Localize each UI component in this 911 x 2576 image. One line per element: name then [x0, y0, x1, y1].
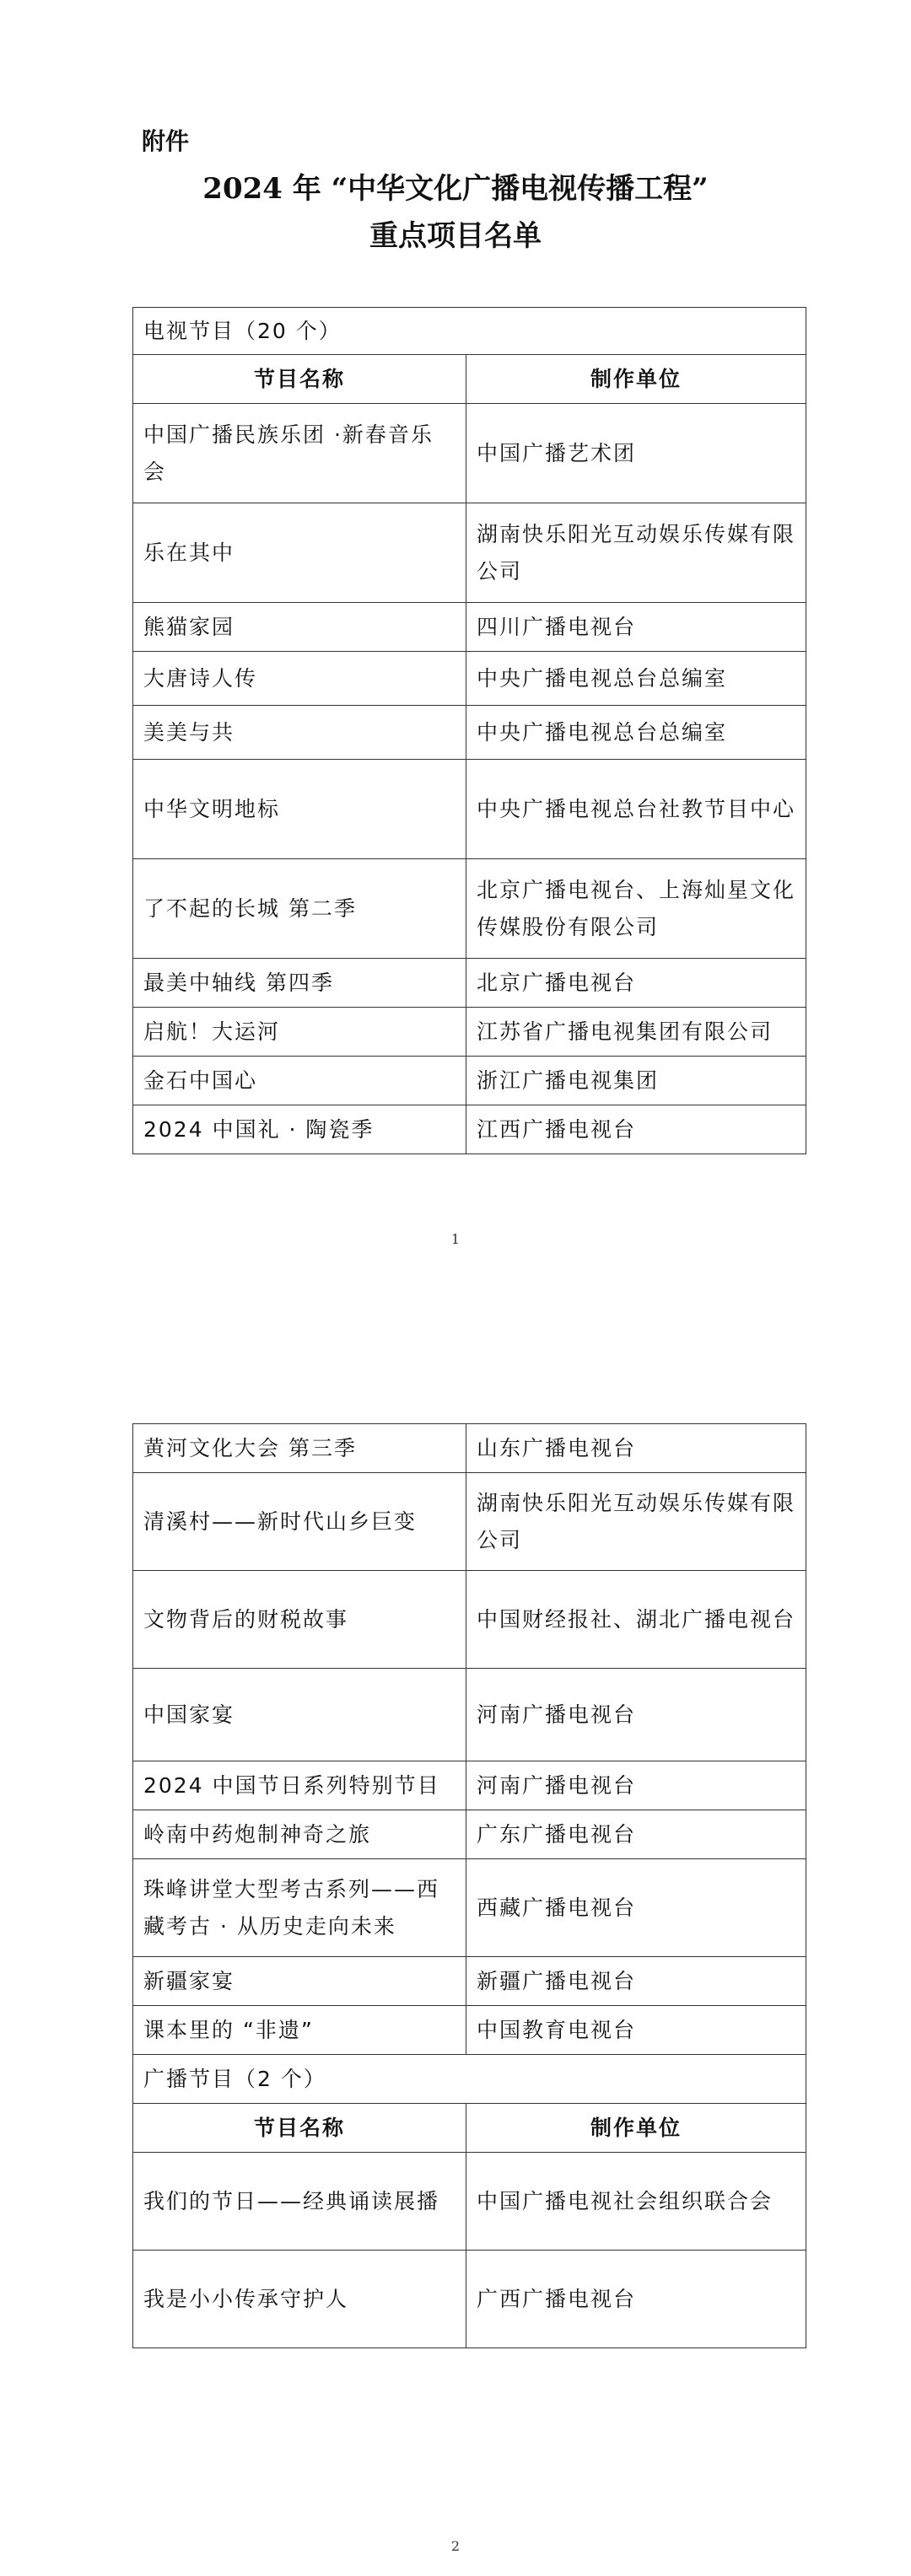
production-unit: 中国财经报社、湖北广播电视台 — [466, 1571, 806, 1669]
program-name: 中国家宴 — [133, 1669, 466, 1761]
table-row — [133, 1810, 806, 1859]
table-row — [133, 2153, 806, 2251]
production-unit: 河南广播电视台 — [466, 1761, 806, 1810]
production-unit: 中央广播电视总台社教节目中心 — [466, 760, 806, 859]
column-header-unit: 制作单位 — [466, 355, 806, 404]
table-row — [133, 652, 806, 706]
program-name: 了不起的长城 第二季 — [133, 859, 466, 959]
production-unit: 北京广播电视台、上海灿星文化传媒股份有限公司 — [466, 859, 806, 959]
production-unit: 西藏广播电视台 — [466, 1859, 806, 1957]
column-header-unit: 制作单位 — [466, 2104, 806, 2153]
document-title: 2024 年 “中华文化广播电视传播工程” — [202, 172, 709, 206]
table-row — [133, 503, 806, 603]
production-unit: 四川广播电视台 — [466, 603, 806, 652]
program-name: 中国广播民族乐团 ·新春音乐会 — [133, 404, 466, 503]
table-row — [133, 959, 806, 1008]
radio-section-title: 广播节目（2 个） — [133, 2055, 806, 2104]
program-table-page2 — [132, 1423, 806, 2348]
program-name: 课本里的 “非遗” — [133, 2006, 466, 2055]
production-unit: 北京广播电视台 — [466, 959, 806, 1008]
production-unit: 中央广播电视总台总编室 — [466, 706, 806, 760]
table-row — [133, 859, 806, 959]
program-name: 文物背后的财税故事 — [133, 1571, 466, 1669]
table-row — [133, 1859, 806, 1957]
tv-program-table-page1 — [132, 307, 806, 1154]
annex-label: 附件 — [142, 127, 190, 155]
table-row — [133, 1957, 806, 2006]
table-row — [133, 1473, 806, 1571]
production-unit: 广东广播电视台 — [466, 1810, 806, 1859]
program-name: 大唐诗人传 — [133, 652, 466, 706]
column-header-name: 节目名称 — [133, 2104, 466, 2153]
program-name: 2024 中国礼 · 陶瓷季 — [133, 1105, 466, 1154]
document-subtitle: 重点项目名单 — [369, 219, 542, 253]
production-unit: 中国广播艺术团 — [466, 404, 806, 503]
table-row — [133, 1761, 806, 1810]
table-row — [133, 1057, 806, 1105]
table-row — [133, 760, 806, 859]
production-unit: 湖南快乐阳光互动娱乐传媒有限公司 — [466, 503, 806, 603]
production-unit: 浙江广播电视集团 — [466, 1057, 806, 1105]
tv-section-title: 电视节目（20 个） — [133, 308, 806, 355]
program-name: 岭南中药炮制神奇之旅 — [133, 1810, 466, 1859]
table-row — [133, 603, 806, 652]
table-row — [133, 2251, 806, 2348]
program-name: 2024 中国节日系列特别节目 — [133, 1761, 466, 1810]
production-unit: 广西广播电视台 — [466, 2251, 806, 2348]
production-unit: 中央广播电视总台总编室 — [466, 652, 806, 706]
program-name: 珠峰讲堂大型考古系列——西藏考古 · 从历史走向未来 — [133, 1859, 466, 1957]
table-row — [133, 1571, 806, 1669]
program-name: 金石中国心 — [133, 1057, 466, 1105]
production-unit: 中国广播电视社会组织联合会 — [466, 2153, 806, 2251]
table-row — [133, 1424, 806, 1473]
production-unit: 河南广播电视台 — [466, 1669, 806, 1761]
column-header-name: 节目名称 — [133, 355, 466, 404]
production-unit: 江苏省广播电视集团有限公司 — [466, 1008, 806, 1057]
program-name: 乐在其中 — [133, 503, 466, 603]
table-row — [133, 404, 806, 503]
program-name: 清溪村——新时代山乡巨变 — [133, 1473, 466, 1571]
program-name: 美美与共 — [133, 706, 466, 760]
production-unit: 江西广播电视台 — [466, 1105, 806, 1154]
table-row — [133, 1105, 806, 1154]
production-unit: 中国教育电视台 — [466, 2006, 806, 2055]
program-name: 熊猫家园 — [133, 603, 466, 652]
table-row — [133, 1669, 806, 1761]
program-name: 我是小小传承守护人 — [133, 2251, 466, 2348]
table-row — [133, 706, 806, 760]
page-number: 1 — [450, 1231, 461, 1247]
production-unit: 新疆广播电视台 — [466, 1957, 806, 2006]
table-row — [133, 2006, 806, 2055]
program-name: 启航！大运河 — [133, 1008, 466, 1057]
program-name: 我们的节日——经典诵读展播 — [133, 2153, 466, 2251]
program-name: 最美中轴线 第四季 — [133, 959, 466, 1008]
program-name: 中华文明地标 — [133, 760, 466, 859]
program-name: 新疆家宴 — [133, 1957, 466, 2006]
production-unit: 湖南快乐阳光互动娱乐传媒有限公司 — [466, 1473, 806, 1571]
production-unit: 山东广播电视台 — [466, 1424, 806, 1473]
page-number: 2 — [450, 2538, 461, 2554]
program-name: 黄河文化大会 第三季 — [133, 1424, 466, 1473]
table-row — [133, 1008, 806, 1057]
